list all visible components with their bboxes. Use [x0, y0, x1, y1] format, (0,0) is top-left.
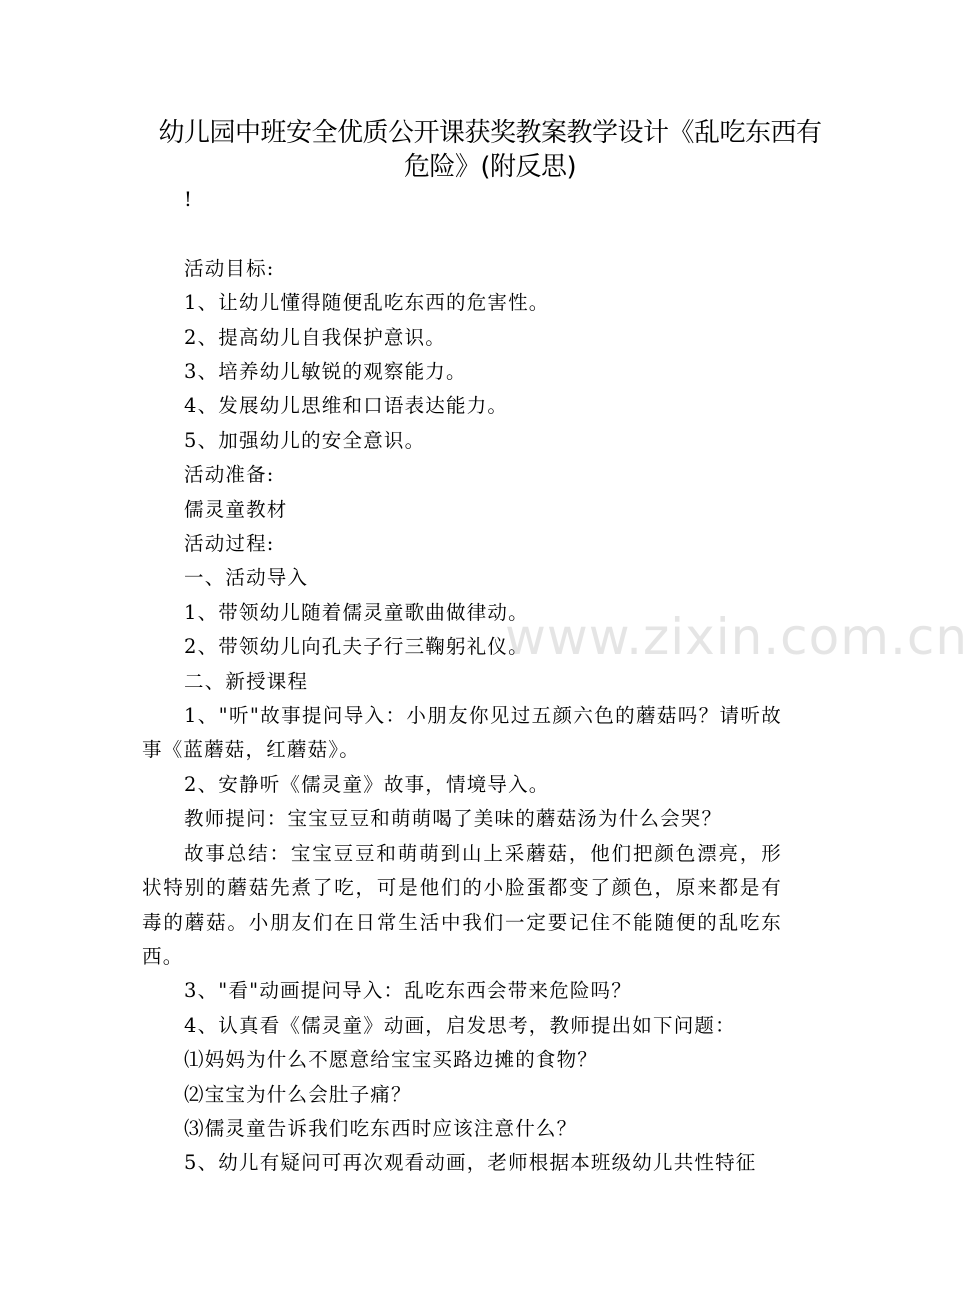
list-item: ⑶儒灵童告诉我们吃东西时应该注意什么？: [184, 1116, 578, 1140]
document-body: [142, 183, 782, 1181]
list-item: 2、安静听《儒灵童》故事，情境导入。: [184, 772, 550, 796]
list-item: 4、发展幼儿思维和口语表达能力。: [184, 394, 509, 418]
section-heading: 活动准备:: [184, 463, 275, 487]
list-item: 1、"听"故事提问导入：小朋友你见过五颜六色的蘑菇吗？请听故事《蓝蘑菇，红蘑菇》。: [142, 704, 782, 762]
section-heading: 活动过程:: [184, 532, 275, 556]
list-item: 1、让幼儿懂得随便乱吃东西的危害性。: [184, 291, 550, 315]
document-title: 幼儿园中班安全优质公开课获奖教案教学设计《乱吃东西有危险》(附反思): [158, 118, 822, 182]
list-item: 5、加强幼儿的安全意识。: [184, 428, 426, 452]
list-item: 4、认真看《儒灵童》动画，启发思考，教师提出如下问题：: [184, 1013, 736, 1037]
blank-line: [142, 217, 782, 251]
list-item: ⑴妈妈为什么不愿意给宝宝买路边摊的食物？: [184, 1048, 599, 1072]
subsection-heading: 二、新授课程: [184, 669, 309, 693]
section-heading: 活动目标:: [184, 256, 275, 280]
paragraph: !: [184, 188, 194, 211]
paragraph: 儒灵童教材: [184, 497, 288, 521]
list-item: 2、提高幼儿自我保护意识。: [184, 325, 447, 349]
list-item: 2、带领幼儿向孔夫子行三鞠躬礼仪。: [184, 635, 529, 659]
list-item: 1、带领幼儿随着儒灵童歌曲做律动。: [184, 600, 529, 624]
paragraph: 故事总结：宝宝豆豆和萌萌到山上采蘑菇，他们把颜色漂亮，形状特别的蘑菇先煮了吃，可是他们的小脸蛋都变了颜色，原来都是有毒的蘑菇。小朋友们在日常生活中我们一定要记住不能随便的乱吃东西。: [142, 841, 782, 968]
subsection-heading: 一、活动导入: [184, 566, 309, 590]
list-item: 3、"看"动画提问导入：乱吃东西会带来危险吗？: [184, 979, 632, 1003]
paragraph: 教师提问：宝宝豆豆和萌萌喝了美味的蘑菇汤为什么会哭？: [184, 807, 723, 831]
list-item: 5、幼儿有疑问可再次观看动画，老师根据本班级幼儿共性特征: [184, 1151, 757, 1175]
list-item: ⑵宝宝为什么会肚子痛？: [184, 1082, 412, 1106]
watermark: www.zixin.com.cn: [505, 608, 968, 666]
list-item: 3、培养幼儿敏锐的观察能力。: [184, 360, 467, 384]
